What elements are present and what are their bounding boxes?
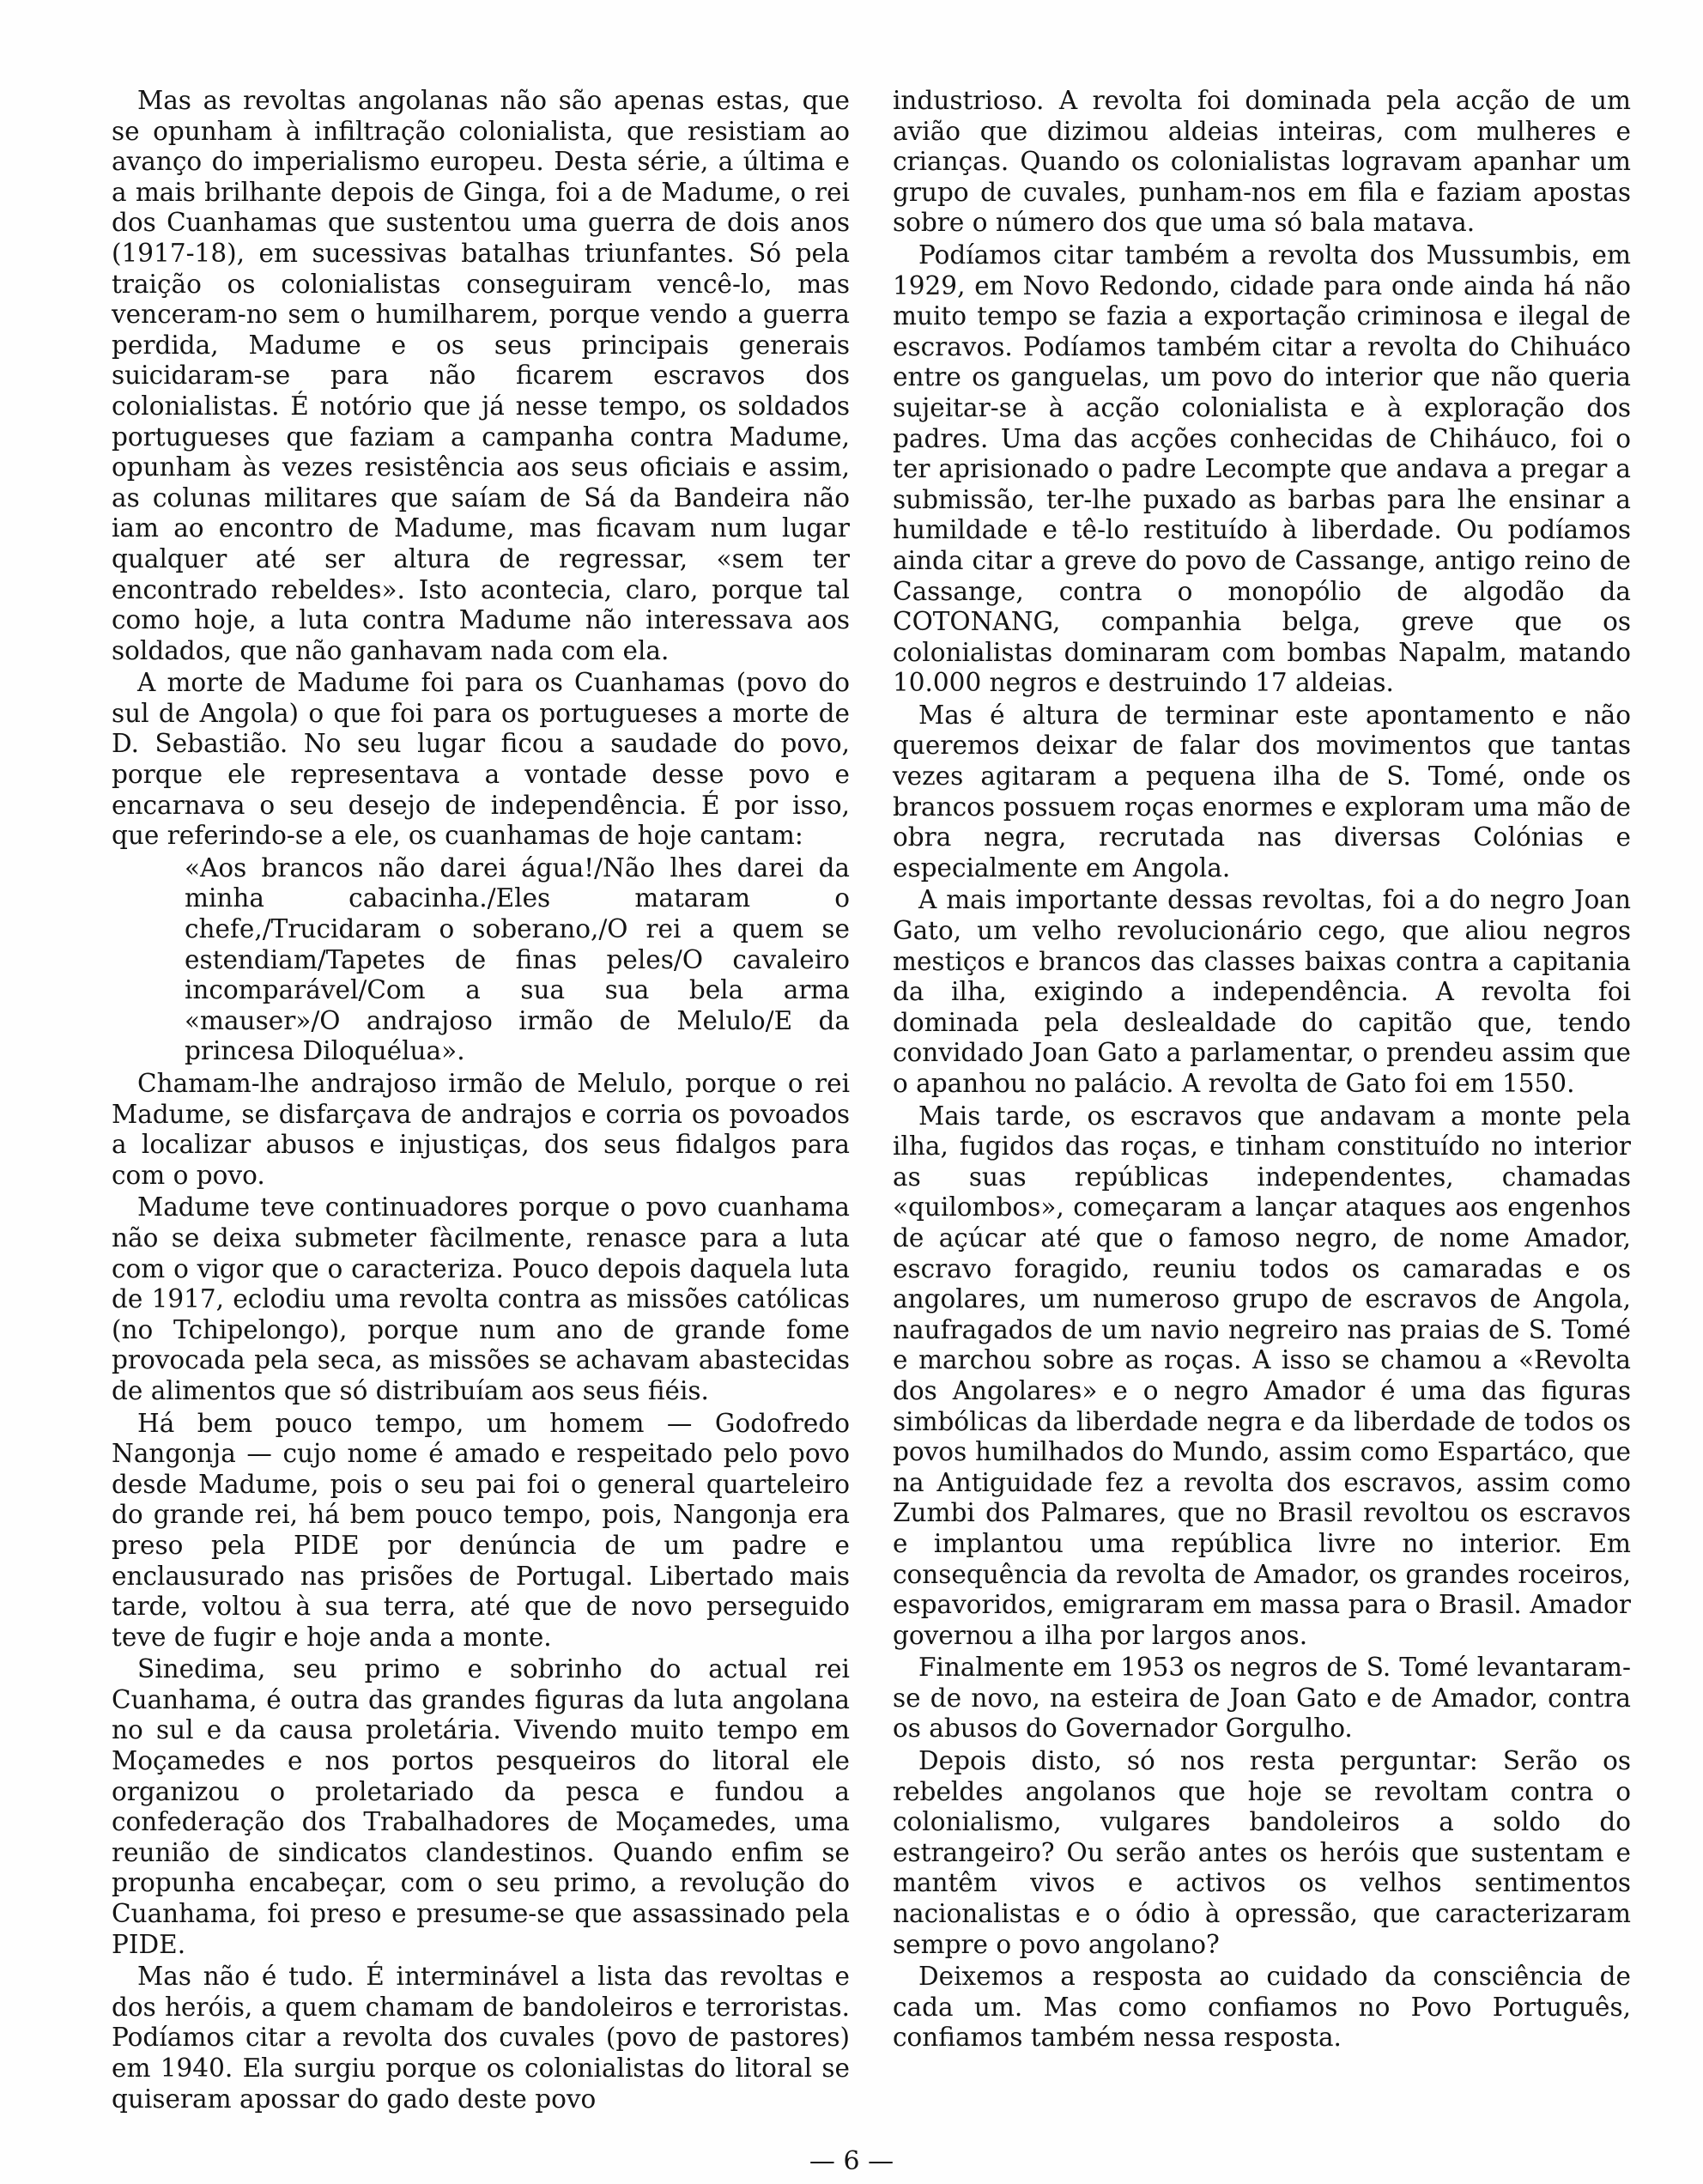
paragraph: Podíamos citar também a revolta dos Mussumbis, em 1929, em Novo Redondo, cidade para onde ainda há não muito tempo se fazia a exportação criminosa e ilegal de escravos. Podíamos também citar a revolta do Chihuáco entre os ganguelas, um povo do interior que não queria sujeitar-se à acção colonialista e à exploração dos padres. Uma das acções conhecidas de Chiháuco, foi o ter aprisionado o padre Lecompte que andava a pregar a submissão, ter-lhe puxado as barbas para lhe ensinar a humildade e tê-lo restituído à liberdade. Ou podíamos ainda citar a greve do povo de Cassange, antigo reino de Cassange, contra o monopólio de algodão da COTONANG, companhia belga, greve que os colonialistas dominaram com bombas Napalm, matando 10.000 negros e destruindo 17 aldeias. xyxy=(893,240,1631,698)
paragraph: Há bem pouco tempo, um homem — Godofredo Nangonja — cujo nome é amado e respeitado pelo povo desde Madume, pois o seu pai foi o general quarteleiro do grande rei, há bem pouco tempo, pois, Nangonja era preso pela PIDE por denúncia de um padre e enclausurado nas prisões de Portugal. Libertado mais tarde, voltou à sua terra, até que de novo perseguido teve de fugir e hoje anda a monte. xyxy=(112,1408,850,1652)
paragraph: Chamam-lhe andrajoso irmão de Melulo, porque o rei Madume, se disfarçava de andrajos e corria os povoados a localizar abusos e injustiças, dos seus fidalgos para com o povo. xyxy=(112,1069,850,1190)
song-quotation: «Aos brancos não darei água!/Não lhes darei da minha cabacinha./Eles mataram o chefe,/Trucidaram o soberano,/O rei a quem se estendiam/Tapetes de finas peles/O cavaleiro incomparável/Com a sua sua bela arma «mauser»/O andrajoso irmão de Melulo/E da princesa Diloquélua». xyxy=(185,852,850,1066)
paragraph: A mais importante dessas revoltas, foi a do negro Joan Gato, um velho revolucionário cego, que aliou negros mestiços e brancos das classes baixas contra a capitania da ilha, exigindo a independência. A revolta foi dominada pela deslealdade do capitão que, tendo convidado Joan Gato a parlamentar, o prendeu assim que o apanhou no palácio. A revolta de Gato foi em 1550. xyxy=(893,885,1631,1098)
paragraph-continuation: industrioso. A revolta foi dominada pela acção de um avião que dizimou aldeias inteiras, com mulheres e crianças. Quando os colonialistas logravam apanhar um grupo de cuvales, punham-nos em fila e faziam apostas sobre o número dos que uma só bala matava. xyxy=(893,86,1631,238)
paragraph: Deixemos a resposta ao cuidado da consciência de cada um. Mas como confiamos no Povo Português, confiamos também nessa resposta. xyxy=(893,1962,1631,2053)
paragraph: Mas as revoltas angolanas não são apenas estas, que se opunham à infiltração colonialista, que resistiam ao avanço do imperialismo europeu. Desta série, a última e a mais brilhante depois de Ginga, foi a de Madume, o rei dos Cuanhamas que sustentou uma guerra de dois anos (1917-18), em sucessivas batalhas triunfantes. Só pela traição os colonialistas conseguiram vencê-lo, mas venceram-no sem o humilharem, porque vendo a guerra perdida, Madume e os seus principais generais suicidaram-se para não ficarem escravos dos colonialistas. É notório que já nesse tempo, os soldados portugueses que faziam a campanha contra Madume, opunham às vezes resistência aos seus oficiais e assim, as colunas militares que saíam de Sá da Bandeira não iam ao encontro de Madume, mas ficavam num lugar qualquer até ser altura de regressar, «sem ter encontrado rebeldes». Isto acontecia, claro, porque tal como hoje, a luta contra Madume não interessava aos soldados, que não ganhavam nada com ela. xyxy=(112,86,850,665)
page-number: — 6 — xyxy=(809,2146,894,2176)
paragraph: Mas é altura de terminar este apontamento e não queremos deixar de falar dos movimentos que tantas vezes agitaram a pequena ilha de S. Tomé, onde os brancos possuem roças enormes e exploram uma mão de obra negra, recrutada nas diversas Colónias e especialmente em Angola. xyxy=(893,700,1631,883)
paragraph: Mais tarde, os escravos que andavam a monte pela ilha, fugidos das roças, e tinham constituído no interior as suas repúblicas independentes, chamadas «quilombos», começaram a lançar ataques aos engenhos de açúcar até que o famoso negro, de nome Amador, escravo foragido, reuniu todos os camaradas e os angolares, um numeroso grupo de escravos de Angola, naufragados de um navio negreiro nas praias de S. Tomé e marchou sobre as roças. A isso se chamou a «Revolta dos Angolares» e o negro Amador é uma das figuras simbólicas da liberdade negra e da liberdade de todos os povos humilhados do Mundo, assim como Espartáco, que na Antiguidade fez a revolta dos escravos, assim como Zumbi dos Palmares, que no Brasil revoltou os escravos e implantou uma república livre no interior. Em consequência da revolta de Amador, os grandes roceiros, espavoridos, emigraram em massa para o Brasil. Amador governou a ilha por largos anos. xyxy=(893,1101,1631,1650)
paragraph: Sinedima, seu primo e sobrinho do actual rei Cuanhama, é outra das grandes figuras da luta angolana no sul e da causa proletária. Vivendo muito tempo em Moçamedes e nos portos pesqueiros do litoral ele organizou o proletariado da pesca e fundou a confederação dos Trabalhadores de Moçamedes, uma reunião de sindicatos clandestinos. Quando enfim se propunha encabeçar, com o seu primo, a revolução do Cuanhama, foi preso e presume-se que assassinado pela PIDE. xyxy=(112,1654,850,1959)
paragraph: A morte de Madume foi para os Cuanhamas (povo do sul de Angola) o que foi para os portugueses a morte de D. Sebastião. No seu lugar ficou a saudade do povo, porque ele representava a vontade desse povo e encarnava o seu desejo de independência. É por isso, que referindo-se a ele, os cuanhamas de hoje cantam: xyxy=(112,668,850,851)
paragraph: Mas não é tudo. É interminável a lista das revoltas e dos heróis, a quem chamam de bandoleiros e terroristas. Podíamos citar a revolta dos cuvales (povo de pastores) em 1940. Ela surgiu porque os colonialistas do litoral se quiseram apossar do gado deste povo xyxy=(112,1962,850,2114)
right-text-column xyxy=(893,86,1631,2055)
paragraph: Depois disto, só nos resta perguntar: Serão os rebeldes angolanos que hoje se revoltam contra o colonialismo, vulgares bandoleiros a soldo do estrangeiro? Ou serão antes os heróis que sustentam e mantêm vivos e activos os velhos sentimentos nacionalistas e o ódio à opressão, que caracterizaram sempre o povo angolano? xyxy=(893,1746,1631,1959)
paragraph: Madume teve continuadores porque o povo cuanhama não se deixa submeter fàcilmente, renasce para a luta com o vigor que o caracteriza. Pouco depois daquela luta de 1917, eclodiu uma revolta contra as missões católicas (no Tchipelongo), porque num ano de grande fome provocada pela seca, as missões se achavam abastecidas de alimentos que só distribuíam aos seus fiéis. xyxy=(112,1192,850,1405)
left-text-column xyxy=(112,86,850,2116)
paragraph: Finalmente em 1953 os negros de S. Tomé levantaram-se de novo, na esteira de Joan Gato e de Amador, contra os abusos do Governador Gorgulho. xyxy=(893,1653,1631,1744)
